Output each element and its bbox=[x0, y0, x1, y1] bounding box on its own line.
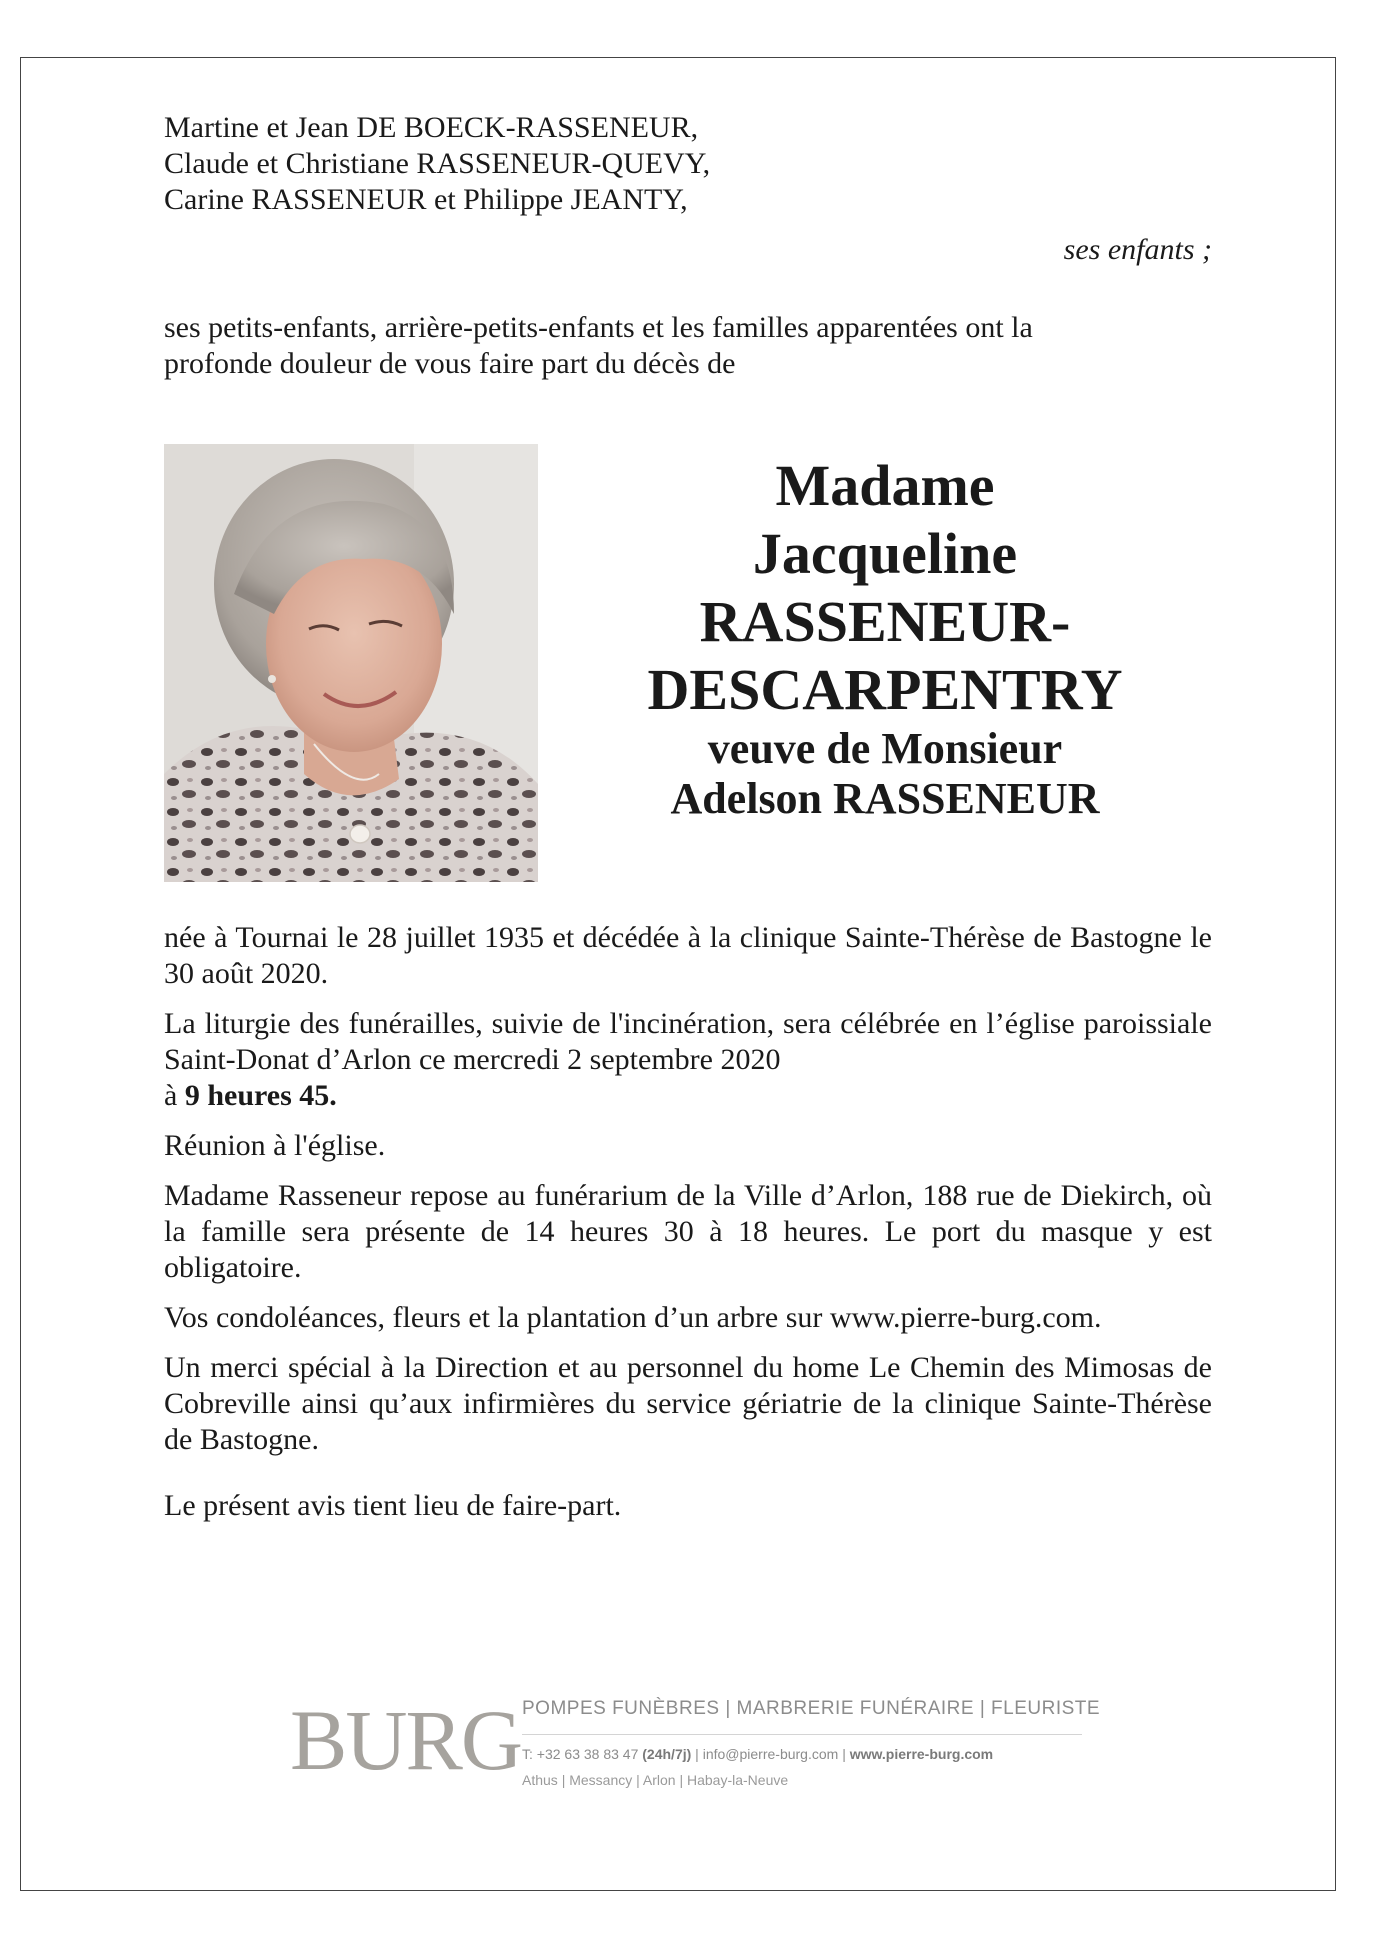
deceased-name-block bbox=[560, 452, 1210, 824]
contact-separator-1: | bbox=[695, 1746, 703, 1762]
liturgy-time bbox=[164, 1078, 1212, 1114]
portrait-illustration bbox=[164, 444, 538, 882]
condolences-paragraph: Vos condoléances, fleurs et la plantation d’un arbre sur www.pierre-burg.com. bbox=[164, 1301, 1102, 1334]
time-prefix: à bbox=[164, 1079, 185, 1112]
announcement-line-1: ses petits-enfants, arrière-petits-enfants et les familles apparentées ont la bbox=[164, 311, 1033, 344]
portrait-photo bbox=[164, 444, 538, 882]
contact-line bbox=[522, 1746, 993, 1762]
notice-body bbox=[164, 920, 1212, 1554]
family-block bbox=[164, 110, 1212, 268]
phone-number: T: +32 63 38 83 47 bbox=[522, 1746, 639, 1762]
website-link[interactable]: www.pierre-burg.com bbox=[849, 1746, 994, 1762]
burg-logo-text: BURG bbox=[290, 1692, 521, 1788]
services-tagline: POMPES FUNÈBRES | MARBRERIE FUNÉRAIRE | FLEURISTE bbox=[522, 1698, 1101, 1719]
thanks-paragraph: Un merci spécial à la Direction et au personnel du home Le Chemin des Mimosas de Cobreville ainsi qu’aux infirmières du service gériatrie de la clinique Sainte-Thérèse de Bastogne. bbox=[164, 1351, 1212, 1456]
family-line-3: Carine RASSENEUR et Philippe JEANTY, bbox=[164, 183, 688, 216]
liturgy-time-value: 9 heures 45. bbox=[184, 1079, 337, 1112]
deceased-title: Madame bbox=[775, 453, 995, 518]
locations-line: Athus | Messancy | Arlon | Habay-la-Neuve bbox=[522, 1772, 789, 1788]
funerarium-paragraph: Madame Rasseneur repose au funérarium de la Ville d’Arlon, 188 rue de Diekirch, où la famille sera présente de 14 heures 30 à 18 heures. Le port du masque y est obligatoire. bbox=[164, 1179, 1212, 1284]
footer-divider bbox=[522, 1734, 1082, 1735]
widow-line-2: Adelson RASSENEUR bbox=[670, 774, 1100, 823]
liturgy-paragraph: La liturgie des funérailles, suivie de l'incinération, sera célébrée en l’église paroissiale Saint-Donat d’Arlon ce mercredi 2 septembre 2020 bbox=[164, 1007, 1212, 1076]
notice-paragraph: Le présent avis tient lieu de faire-part. bbox=[164, 1489, 622, 1522]
announcement bbox=[164, 310, 1212, 382]
contact-separator-2: | bbox=[842, 1746, 850, 1762]
family-line-2: Claude et Christiane RASSENEUR-QUEVY, bbox=[164, 147, 711, 180]
family-line-1: Martine et Jean DE BOECK-RASSENEUR, bbox=[164, 111, 699, 144]
email-link[interactable]: info@pierre-burg.com bbox=[702, 1746, 839, 1762]
widow-line-1: veuve de Monsieur bbox=[707, 724, 1063, 773]
funeral-home-footer bbox=[290, 1690, 1101, 1800]
deceased-surname-line-2: DESCARPENTRY bbox=[647, 657, 1123, 722]
deceased-surname-line-1: RASSENEUR- bbox=[699, 589, 1071, 654]
burg-logo bbox=[290, 1690, 521, 1790]
phone-hours: (24h/7j) bbox=[642, 1746, 692, 1762]
relation-label: ses enfants ; bbox=[1063, 233, 1212, 266]
announcement-line-2: profonde douleur de vous faire part du décès de bbox=[164, 347, 736, 380]
birth-death-paragraph: née à Tournai le 28 juillet 1935 et décédée à la clinique Sainte-Thérèse de Bastogne le 30 août 2020. bbox=[164, 921, 1212, 990]
deceased-first-name: Jacqueline bbox=[752, 521, 1018, 586]
meeting-paragraph: Réunion à l'église. bbox=[164, 1129, 386, 1162]
